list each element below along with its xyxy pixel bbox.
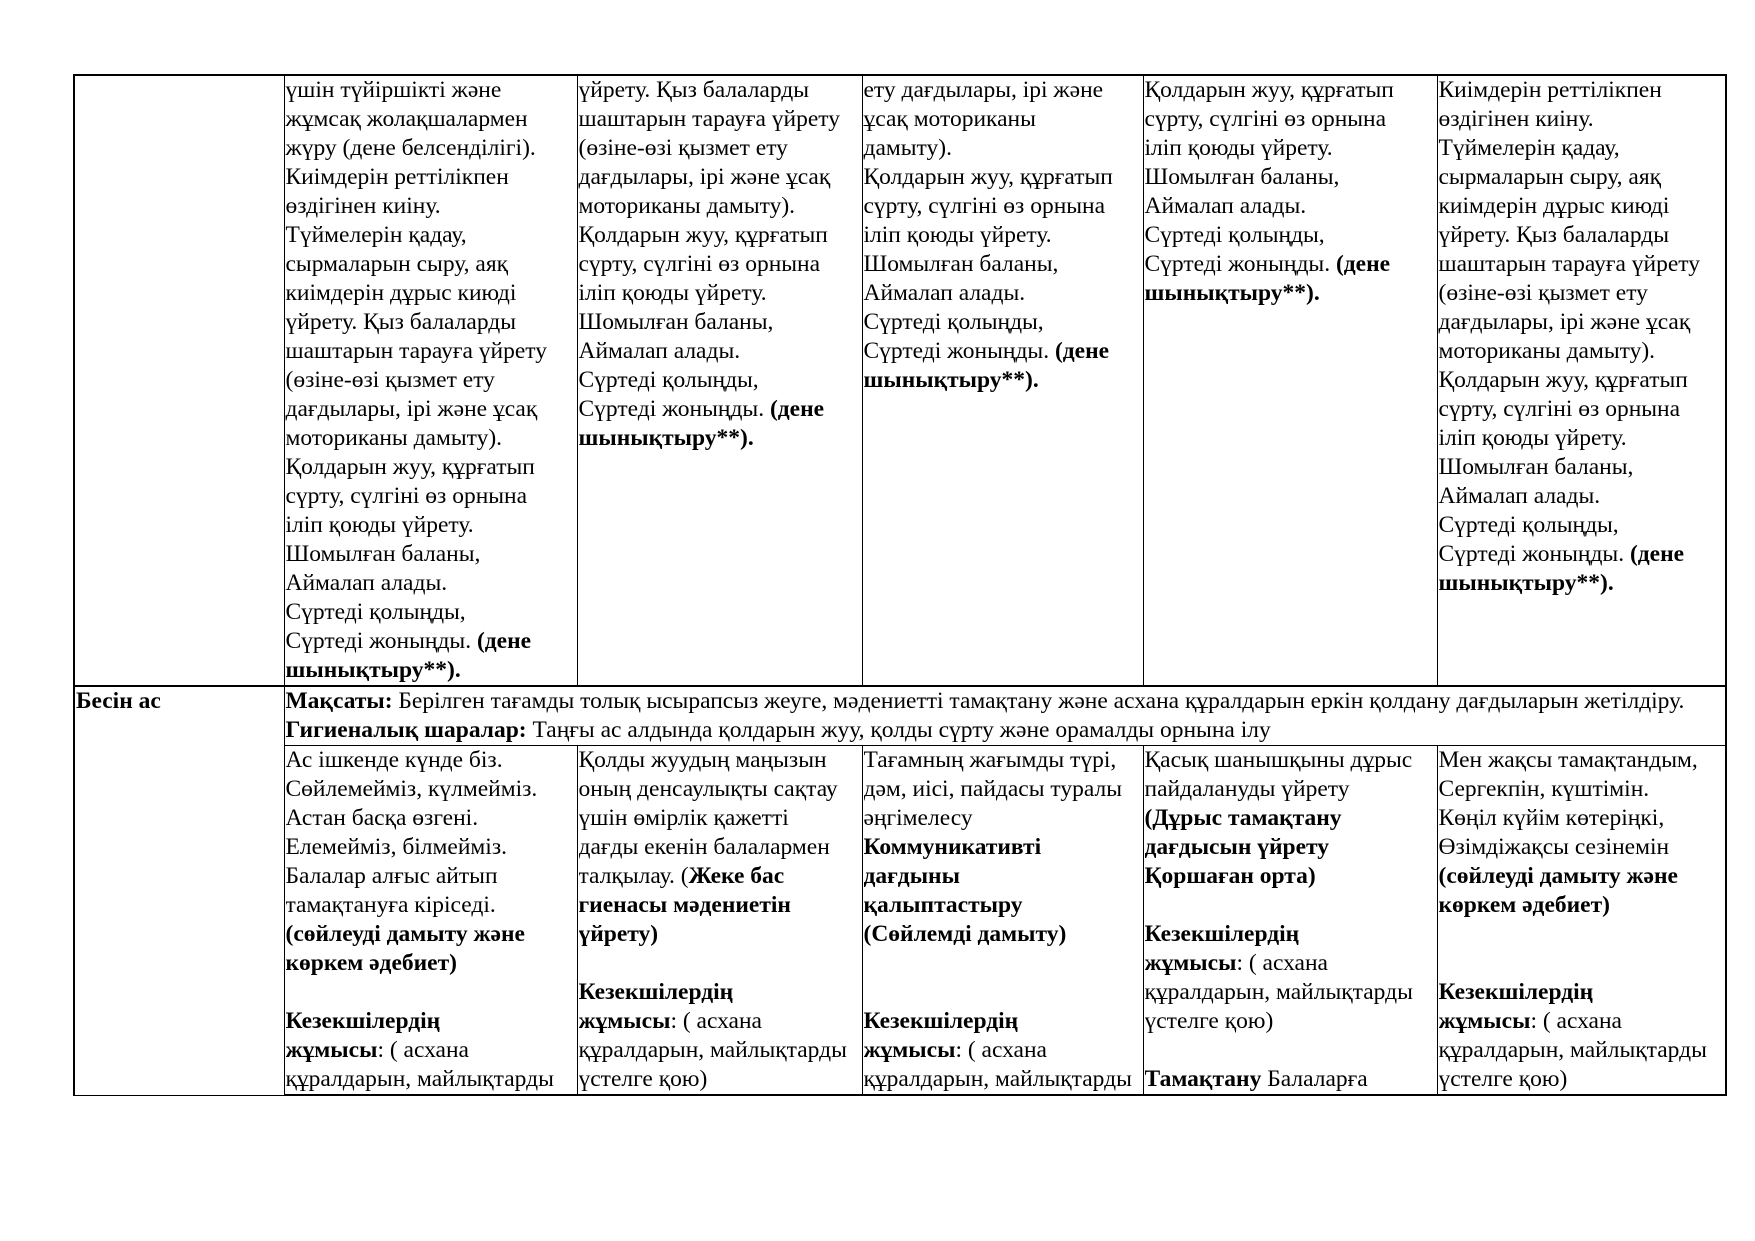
plain-text: моториканы дамыту). bbox=[1438, 338, 1656, 364]
text-line bbox=[579, 134, 861, 163]
text-line bbox=[1439, 540, 1725, 569]
plain-text: дәм, иісі, пайдасы туралы bbox=[863, 776, 1122, 802]
bold-text: (дене bbox=[1629, 541, 1685, 567]
plain-text: Тағамның жағымды түрі, bbox=[863, 747, 1117, 773]
text-line bbox=[286, 395, 576, 424]
lunch-hygiene-paragraph bbox=[286, 716, 1725, 745]
text-line bbox=[1439, 366, 1725, 395]
text-line bbox=[579, 862, 861, 891]
plain-text: дамыту). bbox=[863, 135, 952, 161]
text-line bbox=[286, 308, 576, 337]
text-line bbox=[864, 862, 1142, 891]
plain-text: киімдерін дұрыс киюді bbox=[1438, 193, 1670, 219]
text-line bbox=[286, 221, 576, 250]
text-line bbox=[1439, 511, 1725, 540]
text-line bbox=[1439, 424, 1725, 453]
plain-text: Шомылған баланы, bbox=[578, 309, 774, 335]
text-line bbox=[864, 279, 1142, 308]
text-line bbox=[1439, 978, 1725, 1007]
daily-plan-table bbox=[73, 74, 1727, 1096]
text-line bbox=[286, 656, 576, 685]
plain-text: Түймелерін қадау, bbox=[285, 222, 467, 248]
text-line bbox=[1145, 862, 1436, 891]
text-line bbox=[864, 1065, 1142, 1094]
text-line bbox=[1439, 337, 1725, 366]
bold-text: (Сөйлемді дамыту) bbox=[863, 921, 1067, 947]
plain-text: құралдарын, майлықтарды bbox=[285, 1066, 554, 1092]
text-line bbox=[1439, 395, 1725, 424]
plain-text: дағды екенін балалармен bbox=[578, 834, 830, 860]
text-line bbox=[579, 424, 861, 453]
plain-text: сырмаларын сыру, аяқ bbox=[1438, 164, 1662, 190]
plain-text: Қолдарын жуу, құрғатып bbox=[863, 164, 1113, 190]
plain-text: : ( асхана bbox=[377, 1037, 469, 1063]
plain-text: моториканы дамыту). bbox=[285, 425, 503, 451]
text-line bbox=[286, 511, 576, 540]
plain-text: құралдарын, майлықтарды bbox=[1438, 1037, 1707, 1063]
plain-text: талқылау. ( bbox=[578, 863, 689, 889]
bold-text: (дене bbox=[1335, 251, 1391, 277]
bold-text: шынықтыру**). bbox=[285, 657, 461, 683]
plain-text: моториканы дамыту). bbox=[578, 193, 796, 219]
text-line bbox=[286, 1036, 576, 1065]
text-line bbox=[1145, 163, 1436, 192]
text-line bbox=[864, 1007, 1142, 1036]
text-line bbox=[286, 250, 576, 279]
text-line bbox=[1145, 1065, 1436, 1094]
bold-text: шынықтыру**). bbox=[863, 367, 1039, 393]
plain-text: Сүртеді жоныңды. bbox=[863, 338, 1055, 364]
text-line bbox=[579, 804, 861, 833]
text-line bbox=[579, 746, 861, 775]
plain-text: Киімдерін реттілікпен bbox=[285, 164, 509, 190]
plain-text: құралдарын, майлықтарды bbox=[1144, 979, 1413, 1005]
plain-text: Қолдарын жуу, құрғатып bbox=[1438, 367, 1688, 393]
text-line bbox=[1439, 250, 1725, 279]
text-line bbox=[864, 76, 1142, 105]
plain-text: үйрету. Қыз балаларды bbox=[578, 77, 810, 103]
text-line bbox=[1145, 949, 1436, 978]
plain-text: сүрту, сүлгіні өз орнына bbox=[863, 193, 1106, 219]
text-line bbox=[864, 775, 1142, 804]
text-line bbox=[1145, 1007, 1436, 1036]
plain-text: Балалар алғыс айтып bbox=[285, 863, 498, 889]
text-line bbox=[286, 279, 576, 308]
plain-text: Елемейміз, білмейміз. bbox=[285, 834, 507, 860]
bold-text: Тамақтану bbox=[1144, 1066, 1262, 1092]
text-line bbox=[864, 833, 1142, 862]
plain-text: шаштарын тарауға үйрету bbox=[1438, 251, 1700, 277]
text-line bbox=[864, 920, 1142, 949]
plain-text: дағдылары, ірі және ұсақ bbox=[578, 164, 831, 190]
plain-text: Сергекпін, күштімін. bbox=[1438, 776, 1650, 802]
bold-text: Кезекшілердің bbox=[863, 1008, 1019, 1034]
row-label-lunch: Бесін ас bbox=[76, 688, 161, 714]
bold-text: шынықтыру**). bbox=[578, 425, 754, 451]
plain-text: : ( асхана bbox=[670, 1008, 762, 1034]
table-row-lunch-goal bbox=[74, 686, 1726, 746]
text-line bbox=[286, 627, 576, 656]
bold-text: (дене bbox=[476, 628, 532, 654]
text-line bbox=[1145, 134, 1436, 163]
text-line bbox=[286, 482, 576, 511]
text-line bbox=[579, 891, 861, 920]
blank-line bbox=[1145, 891, 1436, 920]
plain-text: сырмаларын сыру, аяқ bbox=[285, 251, 509, 277]
blank-line bbox=[1145, 1036, 1436, 1065]
text-line bbox=[286, 337, 576, 366]
text-line bbox=[579, 920, 861, 949]
text-line bbox=[1439, 862, 1725, 891]
text-line bbox=[864, 366, 1142, 395]
table-row-lunch-activities bbox=[74, 746, 1726, 1096]
cell-lunch-col3 bbox=[862, 746, 1143, 1096]
goal-label: Мақсаты: bbox=[285, 688, 393, 714]
plain-text: Шомылған баланы, bbox=[285, 541, 481, 567]
plain-text: Балаларға bbox=[1261, 1066, 1368, 1092]
text-line bbox=[1439, 105, 1725, 134]
plain-text: Сүртеді қолыңды, bbox=[578, 367, 759, 393]
table-row-morning-continued bbox=[74, 75, 1726, 686]
text-line bbox=[864, 1036, 1142, 1065]
plain-text: Сүртеді жоныңды. bbox=[1438, 541, 1630, 567]
plain-text: жұмсақ жолақшалармен bbox=[285, 106, 528, 132]
text-line bbox=[286, 598, 576, 627]
cell-top-col4 bbox=[1143, 75, 1437, 686]
bold-text: Кезекшілердің bbox=[1438, 979, 1594, 1005]
plain-text: Көңіл күйім көтеріңкі, bbox=[1438, 805, 1665, 831]
bold-text: жұмысы bbox=[578, 1008, 671, 1034]
bold-text: дағдыны bbox=[863, 863, 960, 889]
text-line bbox=[1145, 76, 1436, 105]
blank-line bbox=[864, 978, 1142, 1007]
text-line bbox=[864, 163, 1142, 192]
plain-text: үйрету. Қыз балаларды bbox=[285, 309, 517, 335]
plain-text: оның денсаулықты сақтау bbox=[578, 776, 838, 802]
text-line bbox=[864, 105, 1142, 134]
text-line bbox=[1439, 1007, 1725, 1036]
plain-text: тамақтануға кіріседі. bbox=[285, 892, 496, 918]
text-line bbox=[1145, 746, 1436, 775]
plain-text: (өзіне-өзі қызмет ету bbox=[578, 135, 788, 161]
text-line bbox=[1145, 804, 1436, 833]
text-line bbox=[579, 978, 861, 1007]
cell-top-col1 bbox=[284, 75, 577, 686]
plain-text: өздігінен киіну. bbox=[1438, 106, 1594, 132]
text-line bbox=[579, 337, 861, 366]
text-line bbox=[286, 920, 576, 949]
bold-text: (сөйлеуді дамыту және bbox=[1438, 863, 1678, 889]
plain-text: Аймалап алады. bbox=[1438, 483, 1601, 509]
text-line bbox=[286, 833, 576, 862]
bold-text: жұмысы bbox=[285, 1037, 378, 1063]
text-line bbox=[1439, 76, 1725, 105]
plain-text: сүрту, сүлгіні өз орнына bbox=[1144, 106, 1387, 132]
blank-line bbox=[286, 978, 576, 1007]
text-line bbox=[286, 163, 576, 192]
plain-text: өздігінен киіну. bbox=[285, 193, 441, 219]
text-line bbox=[1439, 453, 1725, 482]
text-line bbox=[579, 1007, 861, 1036]
text-line bbox=[864, 221, 1142, 250]
text-line bbox=[864, 308, 1142, 337]
text-line bbox=[579, 1036, 861, 1065]
bold-text: шынықтыру**). bbox=[1144, 280, 1320, 306]
cell-lunch-col2 bbox=[577, 746, 862, 1096]
plain-text: Шомылған баланы, bbox=[863, 251, 1059, 277]
plain-text: жүру (дене белсенділігі). bbox=[285, 135, 536, 161]
hygiene-label: Гигиеналық шаралар: bbox=[285, 717, 527, 743]
text-line bbox=[579, 105, 861, 134]
bold-text: Кезекшілердің bbox=[578, 979, 734, 1005]
plain-text: Сүртеді қолыңды, bbox=[285, 599, 466, 625]
plain-text: Аймалап алады. bbox=[578, 338, 741, 364]
plain-text: іліп қоюды үйрету. bbox=[1144, 135, 1333, 161]
text-line bbox=[1145, 105, 1436, 134]
text-line bbox=[286, 134, 576, 163]
plain-text: үстелге қою) bbox=[578, 1066, 708, 1092]
plain-text: ету дағдылары, ірі және bbox=[863, 77, 1104, 103]
plain-text: Аймалап алады. bbox=[285, 570, 448, 596]
plain-text: Сөйлемейміз, күлмейміз. bbox=[285, 776, 538, 802]
plain-text: сүрту, сүлгіні өз орнына bbox=[1438, 396, 1681, 422]
bold-text: дағдысын үйрету bbox=[1144, 834, 1330, 860]
plain-text: іліп қоюды үйрету. bbox=[578, 280, 767, 306]
bold-text: көркем әдебиет) bbox=[1438, 892, 1610, 918]
bold-text: көркем әдебиет) bbox=[285, 950, 457, 976]
bold-text: (дене bbox=[1054, 338, 1110, 364]
text-line bbox=[1439, 279, 1725, 308]
plain-text: Сүртеді қолыңды, bbox=[863, 309, 1044, 335]
bold-text: жұмысы bbox=[1144, 950, 1237, 976]
text-line bbox=[1439, 804, 1725, 833]
bold-text: Кезекшілердің bbox=[1144, 921, 1300, 947]
text-line bbox=[286, 192, 576, 221]
text-line bbox=[864, 250, 1142, 279]
plain-text: Қолдарын жуу, құрғатып bbox=[578, 222, 828, 248]
text-line bbox=[1439, 308, 1725, 337]
text-line bbox=[1145, 221, 1436, 250]
plain-text: Сүртеді қолыңды, bbox=[1438, 512, 1619, 538]
text-line bbox=[1145, 192, 1436, 221]
plain-text: сүрту, сүлгіні өз орнына bbox=[578, 251, 821, 277]
plain-text: (өзіне-өзі қызмет ету bbox=[285, 367, 495, 393]
plain-text: Сүртеді қолыңды, bbox=[1144, 222, 1325, 248]
bold-text: қалыптастыру bbox=[863, 892, 1023, 918]
plain-text: үйрету. Қыз балаларды bbox=[1438, 222, 1670, 248]
plain-text: іліп қоюды үйрету. bbox=[1438, 425, 1627, 451]
text-line bbox=[286, 891, 576, 920]
bold-text: шынықтыру**). bbox=[1438, 570, 1614, 596]
text-line bbox=[1439, 482, 1725, 511]
plain-text: Мен жақсы тамақтандым, bbox=[1438, 747, 1698, 773]
plain-text: Қасық шанышқыны дұрыс bbox=[1144, 747, 1413, 773]
text-line bbox=[579, 775, 861, 804]
plain-text: құралдарын, майлықтарды bbox=[863, 1066, 1132, 1092]
text-line bbox=[864, 192, 1142, 221]
text-line bbox=[1439, 569, 1725, 598]
text-line bbox=[1439, 746, 1725, 775]
text-line bbox=[1439, 1036, 1725, 1065]
text-line bbox=[286, 366, 576, 395]
plain-text: Киімдерін реттілікпен bbox=[1438, 77, 1662, 103]
plain-text: Қолдарын жуу, құрғатып bbox=[1144, 77, 1394, 103]
text-line bbox=[1145, 978, 1436, 1007]
bold-text: Жеке бас bbox=[688, 863, 785, 889]
blank-line bbox=[864, 949, 1142, 978]
plain-text: Шомылған баланы, bbox=[1144, 164, 1340, 190]
plain-text: Ас ішкенде күнде біз. bbox=[285, 747, 503, 773]
blank-line bbox=[1439, 920, 1725, 949]
text-line bbox=[286, 1007, 576, 1036]
cell-lunch-col5 bbox=[1437, 746, 1726, 1096]
text-line bbox=[286, 105, 576, 134]
plain-text: Аймалап алады. bbox=[1144, 193, 1307, 219]
plain-text: үстелге қою) bbox=[1144, 1008, 1274, 1034]
text-line bbox=[1439, 163, 1725, 192]
text-line bbox=[579, 308, 861, 337]
goal-text: Берілген тағамды толық ысырапсыз жеуге, мәдениетті тамақтану және асхана құралдарын еркін қолдану дағдыларын жетілдіру. bbox=[392, 688, 1685, 714]
plain-text: Астан басқа өзгені. bbox=[285, 805, 479, 831]
plain-text: Сүртеді жоныңды. bbox=[578, 396, 770, 422]
bold-text: Кезекшілердің bbox=[285, 1008, 441, 1034]
plain-text: үшін өмірлік қажетті bbox=[578, 805, 789, 831]
cell-lunch-col1 bbox=[284, 746, 577, 1096]
plain-text: Түймелерін қадау, bbox=[1438, 135, 1620, 161]
text-line bbox=[1439, 833, 1725, 862]
text-line bbox=[286, 862, 576, 891]
text-line bbox=[579, 366, 861, 395]
cell-top-col5 bbox=[1437, 75, 1726, 686]
plain-text: сүрту, сүлгіні өз орнына bbox=[285, 483, 528, 509]
plain-text: пайдалануды үйрету bbox=[1144, 776, 1350, 802]
blank-line bbox=[579, 949, 861, 978]
text-line bbox=[1439, 775, 1725, 804]
text-line bbox=[1439, 192, 1725, 221]
plain-text: : ( асхана bbox=[1530, 1008, 1622, 1034]
text-line bbox=[1439, 134, 1725, 163]
text-line bbox=[1439, 1065, 1725, 1094]
text-line bbox=[286, 746, 576, 775]
bold-text: (сөйлеуді дамыту және bbox=[285, 921, 525, 947]
text-line bbox=[579, 833, 861, 862]
cell-lunch-col4 bbox=[1143, 746, 1437, 1096]
bold-text: гиенасы мәдениетін bbox=[578, 892, 791, 918]
row-label-cell-lunch bbox=[74, 686, 284, 1095]
lunch-goal-paragraph bbox=[286, 687, 1725, 716]
text-line bbox=[864, 804, 1142, 833]
text-line bbox=[579, 1065, 861, 1094]
lunch-goal-cell bbox=[284, 686, 1726, 746]
plain-text: Қолды жуудың маңызын bbox=[578, 747, 827, 773]
text-line bbox=[1145, 250, 1436, 279]
text-line bbox=[579, 192, 861, 221]
plain-text: : ( асхана bbox=[955, 1037, 1047, 1063]
text-line bbox=[579, 76, 861, 105]
text-line bbox=[286, 804, 576, 833]
row-label-cell-empty bbox=[74, 75, 284, 686]
text-line bbox=[579, 279, 861, 308]
cell-top-col3 bbox=[862, 75, 1143, 686]
text-line bbox=[579, 250, 861, 279]
plain-text: Өзімдіжақсы сезінемін bbox=[1438, 834, 1670, 860]
plain-text: шаштарын тарауға үйрету bbox=[285, 338, 547, 364]
plain-text: киімдерін дұрыс киюді bbox=[285, 280, 517, 306]
plain-text: үстелге қою) bbox=[1438, 1066, 1568, 1092]
text-line bbox=[1145, 775, 1436, 804]
plain-text: үшін түйіршікті және bbox=[285, 77, 502, 103]
text-line bbox=[1145, 920, 1436, 949]
text-line bbox=[286, 453, 576, 482]
text-line bbox=[579, 163, 861, 192]
bold-text: Қоршаған орта) bbox=[1144, 863, 1316, 889]
text-line bbox=[286, 540, 576, 569]
bold-text: (дене bbox=[769, 396, 825, 422]
text-line bbox=[1145, 279, 1436, 308]
text-line bbox=[579, 221, 861, 250]
plain-text: (өзіне-өзі қызмет ету bbox=[1438, 280, 1648, 306]
plain-text: ұсақ моториканы bbox=[863, 106, 1036, 132]
text-line bbox=[286, 76, 576, 105]
plain-text: Шомылған баланы, bbox=[1438, 454, 1634, 480]
plain-text: Сүртеді жоныңды. bbox=[285, 628, 477, 654]
cell-top-col2 bbox=[577, 75, 862, 686]
text-line bbox=[579, 395, 861, 424]
blank-line bbox=[1439, 949, 1725, 978]
hygiene-text: Таңғы ас алдында қолдарын жуу, қолды сүрту және орамалды орнына ілу bbox=[526, 717, 1271, 743]
text-line bbox=[864, 337, 1142, 366]
text-line bbox=[1439, 891, 1725, 920]
plain-text: Қолдарын жуу, құрғатып bbox=[285, 454, 535, 480]
text-line bbox=[286, 569, 576, 598]
bold-text: Коммуникативті bbox=[863, 834, 1042, 860]
plain-text: іліп қоюды үйрету. bbox=[285, 512, 474, 538]
text-line bbox=[864, 891, 1142, 920]
text-line bbox=[864, 746, 1142, 775]
plain-text: іліп қоюды үйрету. bbox=[863, 222, 1052, 248]
text-line bbox=[1439, 221, 1725, 250]
plain-text: шаштарын тарауға үйрету bbox=[578, 106, 840, 132]
text-line bbox=[286, 949, 576, 978]
text-line bbox=[286, 1065, 576, 1094]
plain-text: Аймалап алады. bbox=[863, 280, 1026, 306]
plain-text: : ( асхана bbox=[1236, 950, 1328, 976]
plain-text: құралдарын, майлықтарды bbox=[578, 1037, 847, 1063]
text-line bbox=[1145, 833, 1436, 862]
bold-text: жұмысы bbox=[1438, 1008, 1531, 1034]
text-line bbox=[286, 775, 576, 804]
text-line bbox=[286, 424, 576, 453]
bold-text: үйрету) bbox=[578, 921, 659, 947]
text-line bbox=[864, 134, 1142, 163]
plain-text: әңгімелесу bbox=[863, 805, 973, 831]
plain-text: дағдылары, ірі және ұсақ bbox=[285, 396, 538, 422]
plain-text: дағдылары, ірі және ұсақ bbox=[1438, 309, 1691, 335]
plain-text: Сүртеді жоныңды. bbox=[1144, 251, 1336, 277]
bold-text: жұмысы bbox=[863, 1037, 956, 1063]
bold-text: (Дұрыс тамақтану bbox=[1144, 805, 1342, 831]
